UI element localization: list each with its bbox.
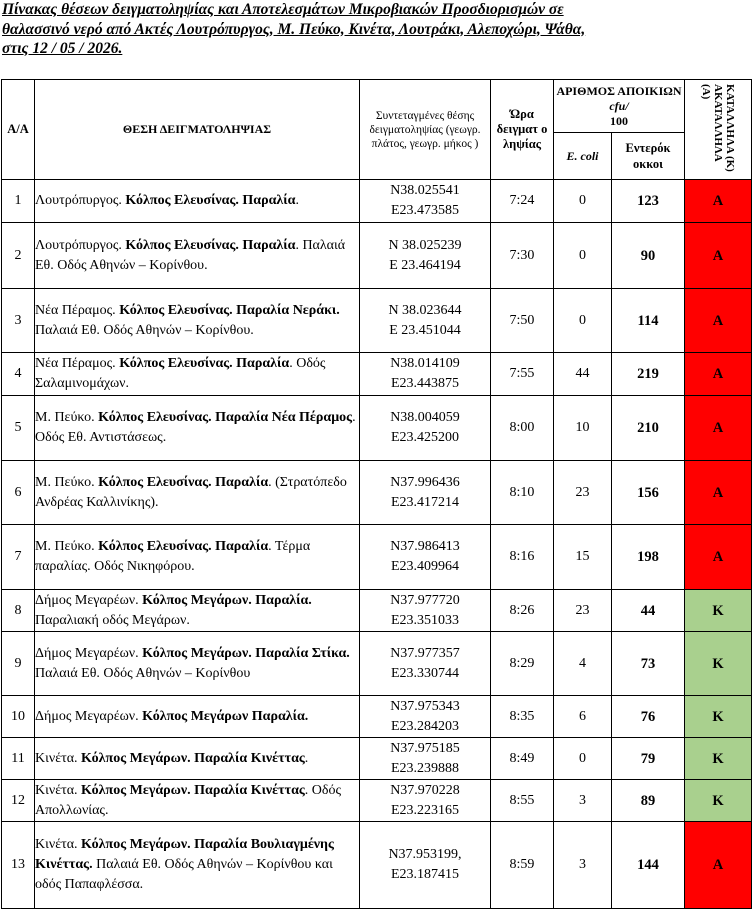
header-aa: Α/Α bbox=[2, 80, 35, 180]
cell-time: 7:30 bbox=[491, 223, 554, 289]
place-segment: . bbox=[304, 750, 309, 766]
cell-enterococci: 156 bbox=[612, 461, 685, 525]
table-row bbox=[2, 223, 752, 289]
cell-place bbox=[35, 353, 360, 396]
header-place: ΘΕΣΗ ΔΕΙΓΜΑΤΟΛΗΨΙΑΣ bbox=[35, 80, 360, 180]
place-segment: Κόλπος Μεγάρων Παραλία. bbox=[142, 708, 309, 724]
header-coordinates: Συντεταγμένες θέσης δειγματοληψίας (γεωγρ. πλάτος, γεωγρ. μήκος ) bbox=[360, 80, 491, 180]
place-segment: Κόλπος Ελευσίνας. Παραλία bbox=[98, 539, 269, 554]
header-enterococci: Εντερόκ οκκοι bbox=[612, 133, 685, 180]
place-segment: Κόλπος Μεγάρων. Παραλία Στίκα. bbox=[142, 645, 350, 661]
cell-place bbox=[35, 822, 360, 909]
cell-coordinates bbox=[360, 738, 491, 780]
table-row bbox=[2, 525, 752, 590]
longitude: E23.417214 bbox=[390, 494, 460, 510]
place-segment: Δήμος Μεγαρέων. bbox=[35, 592, 143, 608]
title-line-2: θαλασσινό νερό από Ακτές Λουτρόπυργος, Μ. Πεύκο, Κινέτα, Λουτράκι, Αλεποχώρι, Ψάθα, bbox=[2, 20, 586, 38]
place-segment: Παλαιά Εθ. Οδός Αθηνών – Κορίνθου bbox=[35, 665, 251, 681]
longitude: E23.284203 bbox=[390, 718, 460, 734]
cell-category: Κ bbox=[685, 780, 752, 822]
cell-coordinates bbox=[360, 780, 491, 822]
place-segment: . Οδός Απολλωνίας. bbox=[35, 782, 342, 818]
cell-time: 8:10 bbox=[491, 461, 554, 525]
table-row bbox=[2, 289, 752, 353]
cell-time: 8:00 bbox=[491, 396, 554, 461]
table-body bbox=[2, 180, 752, 909]
place-segment: Κόλπος Ελευσίνας. Παραλία Νέα Πέραμος bbox=[98, 410, 353, 425]
place-segment: Κινέτα. bbox=[35, 750, 82, 766]
place-segment: Παραλιακή οδός Μεγάρων. bbox=[35, 612, 190, 628]
table-row bbox=[2, 396, 752, 461]
place-segment: . Οδός Εθ. Αντιστάσεως. bbox=[35, 410, 356, 445]
cell-time: 8:59 bbox=[491, 822, 554, 909]
header-count-main: ΑΡΙΘΜΟΣ ΑΠΟΙΚΙΩΝ bbox=[556, 83, 682, 98]
cell-aa: 5 bbox=[2, 396, 35, 461]
place-segment: Κόλπος Μεγάρων. Παραλία Κινέττας bbox=[81, 782, 305, 798]
cell-time: 8:29 bbox=[491, 632, 554, 696]
latitude: N38.025541 bbox=[390, 183, 460, 198]
cell-ecoli: 6 bbox=[554, 696, 612, 738]
cell-time: 8:49 bbox=[491, 738, 554, 780]
cell-enterococci: 73 bbox=[612, 632, 685, 696]
longitude: E23.330744 bbox=[390, 665, 460, 681]
latitude: N37.975185 bbox=[390, 740, 460, 756]
place-segment: Νέα Πέραμος. bbox=[35, 356, 120, 371]
cell-enterococci: 144 bbox=[612, 822, 685, 909]
longitude: E23.425200 bbox=[390, 430, 460, 445]
cell-ecoli: 10 bbox=[554, 396, 612, 461]
place-segment: Λουτρόπυργος. bbox=[35, 237, 126, 253]
cell-place bbox=[35, 461, 360, 525]
place-segment: Λουτρόπυργος. bbox=[35, 193, 126, 208]
place-segment: Μ. Πεύκο. bbox=[35, 410, 99, 425]
place-segment: . (Στρατόπεδο Ανδρέας Καλλινίκης). bbox=[35, 474, 347, 510]
cell-time: 8:16 bbox=[491, 525, 554, 590]
cell-category: Κ bbox=[685, 590, 752, 632]
place-segment: Κόλπος Μεγάρων. Παραλία Βουλιαγμένης Κινέττας. bbox=[35, 837, 334, 872]
place-segment: Κόλπος Μεγάρων. Παραλία. bbox=[142, 592, 312, 608]
cell-enterococci: 90 bbox=[612, 223, 685, 289]
place-segment: Δήμος Μεγαρέων. bbox=[35, 645, 143, 661]
table-row bbox=[2, 738, 752, 780]
cell-enterococci: 44 bbox=[612, 590, 685, 632]
cell-aa: 10 bbox=[2, 696, 35, 738]
cell-place bbox=[35, 696, 360, 738]
place-segment: Νέα Πέραμος. bbox=[35, 302, 120, 318]
header-count-unit: cfu/ bbox=[609, 98, 629, 113]
table-row bbox=[2, 780, 752, 822]
latitude: N37.975343 bbox=[390, 698, 460, 714]
place-segment: Κόλπος Ελευσίνας. Παραλία bbox=[125, 193, 296, 208]
latitude: N37.996436 bbox=[390, 474, 460, 490]
cell-ecoli: 0 bbox=[554, 289, 612, 353]
table-row bbox=[2, 180, 752, 223]
cell-category: Κ bbox=[685, 696, 752, 738]
longitude: E23.187415 bbox=[390, 867, 460, 882]
cell-coordinates bbox=[360, 632, 491, 696]
cell-coordinates bbox=[360, 822, 491, 909]
cell-category: Α bbox=[685, 223, 752, 289]
cell-ecoli: 3 bbox=[554, 780, 612, 822]
place-segment: Κόλπος Ελευσίνας. Παραλία bbox=[125, 237, 296, 253]
longitude: E23.473585 bbox=[390, 203, 460, 218]
place-segment: Μ. Πεύκο. bbox=[35, 474, 99, 490]
cell-coordinates bbox=[360, 180, 491, 223]
cell-aa: 9 bbox=[2, 632, 35, 696]
cell-aa: 1 bbox=[2, 180, 35, 223]
cell-enterococci: 210 bbox=[612, 396, 685, 461]
cell-category: Α bbox=[685, 180, 752, 223]
place-segment: Δήμος Μεγαρέων. bbox=[35, 708, 143, 724]
cell-category: Α bbox=[685, 525, 752, 590]
cell-coordinates bbox=[360, 223, 491, 289]
cell-aa: 12 bbox=[2, 780, 35, 822]
cell-ecoli: 0 bbox=[554, 738, 612, 780]
cell-coordinates bbox=[360, 396, 491, 461]
cell-place bbox=[35, 289, 360, 353]
cell-coordinates bbox=[360, 696, 491, 738]
longitude: E23.409964 bbox=[390, 559, 460, 574]
cell-place bbox=[35, 780, 360, 822]
cell-time: 8:35 bbox=[491, 696, 554, 738]
cell-aa: 13 bbox=[2, 822, 35, 909]
cell-time: 8:55 bbox=[491, 780, 554, 822]
cell-time: 7:24 bbox=[491, 180, 554, 223]
cell-place bbox=[35, 396, 360, 461]
cell-coordinates bbox=[360, 525, 491, 590]
header-count-tail: 100 bbox=[610, 113, 628, 128]
cell-category: Α bbox=[685, 289, 752, 353]
latitude: N37.986413 bbox=[390, 539, 460, 554]
document-title bbox=[2, 0, 751, 59]
cell-place bbox=[35, 223, 360, 289]
cell-aa: 7 bbox=[2, 525, 35, 590]
longitude: E 23.464194 bbox=[389, 257, 461, 273]
cell-ecoli: 0 bbox=[554, 223, 612, 289]
place-segment: Κινέτα. bbox=[35, 837, 82, 852]
place-segment: Κινέτα. bbox=[35, 782, 82, 798]
cell-category: Α bbox=[685, 353, 752, 396]
cell-enterococci: 114 bbox=[612, 289, 685, 353]
place-segment: Κόλπος Ελευσίνας. Παραλία bbox=[98, 474, 269, 490]
longitude: E 23.451044 bbox=[389, 322, 461, 338]
cell-enterococci: 123 bbox=[612, 180, 685, 223]
cell-aa: 2 bbox=[2, 223, 35, 289]
cell-category: Α bbox=[685, 822, 752, 909]
latitude: N38.004059 bbox=[390, 410, 460, 425]
cell-category: Α bbox=[685, 461, 752, 525]
table-row bbox=[2, 461, 752, 525]
cell-time: 7:55 bbox=[491, 353, 554, 396]
latitude: N37.953199, bbox=[388, 847, 462, 862]
place-segment: . Οδός Σαλαμινομάχων. bbox=[35, 356, 326, 391]
cell-ecoli: 4 bbox=[554, 632, 612, 696]
cell-ecoli: 23 bbox=[554, 461, 612, 525]
latitude: N38.014109 bbox=[390, 356, 460, 371]
cell-aa: 8 bbox=[2, 590, 35, 632]
latitude: N37.977357 bbox=[390, 645, 460, 661]
place-segment: Κόλπος Ελευσίνας. Παραλία bbox=[119, 356, 290, 371]
title-line-1: Πίνακας θέσεων δειγματοληψίας και Αποτελεσμάτων Μικροβιακών Προσδιορισμών σε bbox=[2, 1, 564, 18]
table-row bbox=[2, 590, 752, 632]
latitude: N 38.023644 bbox=[388, 302, 462, 318]
table-row bbox=[2, 353, 752, 396]
cell-enterococci: 198 bbox=[612, 525, 685, 590]
title-line-3: στις 12 / 05 / 2026. bbox=[2, 40, 123, 57]
cell-enterococci: 79 bbox=[612, 738, 685, 780]
cell-coordinates bbox=[360, 590, 491, 632]
header-category-label: ΚΑΤΑΛΛΗΛΑ (Κ) ΑΚΑΤΑΛΛΗΛΑ (Α) bbox=[700, 83, 737, 172]
latitude: N37.970228 bbox=[390, 782, 460, 798]
longitude: E23.351033 bbox=[390, 612, 460, 628]
cell-coordinates bbox=[360, 353, 491, 396]
cell-aa: 4 bbox=[2, 353, 35, 396]
header-colony-count bbox=[554, 80, 685, 133]
cell-place bbox=[35, 738, 360, 780]
cell-place bbox=[35, 632, 360, 696]
place-segment: . Παλαιά Εθ. Οδός Αθηνών – Κορίνθου. bbox=[35, 237, 346, 273]
longitude: E23.223165 bbox=[390, 802, 460, 818]
cell-category: Α bbox=[685, 396, 752, 461]
header-ecoli: E. coli bbox=[554, 133, 612, 180]
cell-coordinates bbox=[360, 289, 491, 353]
cell-category: Κ bbox=[685, 632, 752, 696]
place-segment: Μ. Πεύκο. bbox=[35, 539, 99, 554]
latitude: N37.977720 bbox=[390, 592, 460, 608]
cell-aa: 3 bbox=[2, 289, 35, 353]
latitude: N 38.025239 bbox=[388, 237, 462, 253]
header-category bbox=[685, 80, 752, 180]
place-segment: Παλαιά Εθ. Οδός Αθηνών – Κορίνθου. bbox=[35, 322, 254, 338]
cell-ecoli: 3 bbox=[554, 822, 612, 909]
cell-ecoli: 15 bbox=[554, 525, 612, 590]
cell-ecoli: 0 bbox=[554, 180, 612, 223]
cell-place bbox=[35, 180, 360, 223]
cell-category: Κ bbox=[685, 738, 752, 780]
place-segment: Κόλπος Μεγάρων. Παραλία Κινέττας bbox=[81, 750, 305, 766]
longitude: E23.443875 bbox=[390, 376, 460, 391]
header-sampling-time: Ώρα δειγματ ο ληψίας bbox=[491, 80, 554, 180]
place-segment: . bbox=[295, 193, 299, 208]
cell-enterococci: 219 bbox=[612, 353, 685, 396]
cell-place bbox=[35, 590, 360, 632]
longitude: E23.239888 bbox=[390, 760, 460, 776]
place-segment: Παλαιά Εθ. Οδός Αθηνών – Κορίνθου και οδός Παπαφλέσσα. bbox=[35, 857, 333, 892]
cell-enterococci: 76 bbox=[612, 696, 685, 738]
table-row bbox=[2, 696, 752, 738]
results-table bbox=[1, 79, 752, 909]
table-row bbox=[2, 822, 752, 909]
table-row bbox=[2, 632, 752, 696]
cell-enterococci: 89 bbox=[612, 780, 685, 822]
table-header bbox=[2, 80, 752, 180]
cell-time: 7:50 bbox=[491, 289, 554, 353]
place-segment: . Τέρμα παραλίας. Οδός Νικηφόρου. bbox=[35, 539, 311, 574]
cell-place bbox=[35, 525, 360, 590]
place-segment: Κόλπος Ελευσίνας. Παραλία Νεράκι. bbox=[119, 302, 340, 318]
cell-aa: 11 bbox=[2, 738, 35, 780]
cell-ecoli: 23 bbox=[554, 590, 612, 632]
cell-coordinates bbox=[360, 461, 491, 525]
cell-time: 8:26 bbox=[491, 590, 554, 632]
cell-aa: 6 bbox=[2, 461, 35, 525]
cell-ecoli: 44 bbox=[554, 353, 612, 396]
